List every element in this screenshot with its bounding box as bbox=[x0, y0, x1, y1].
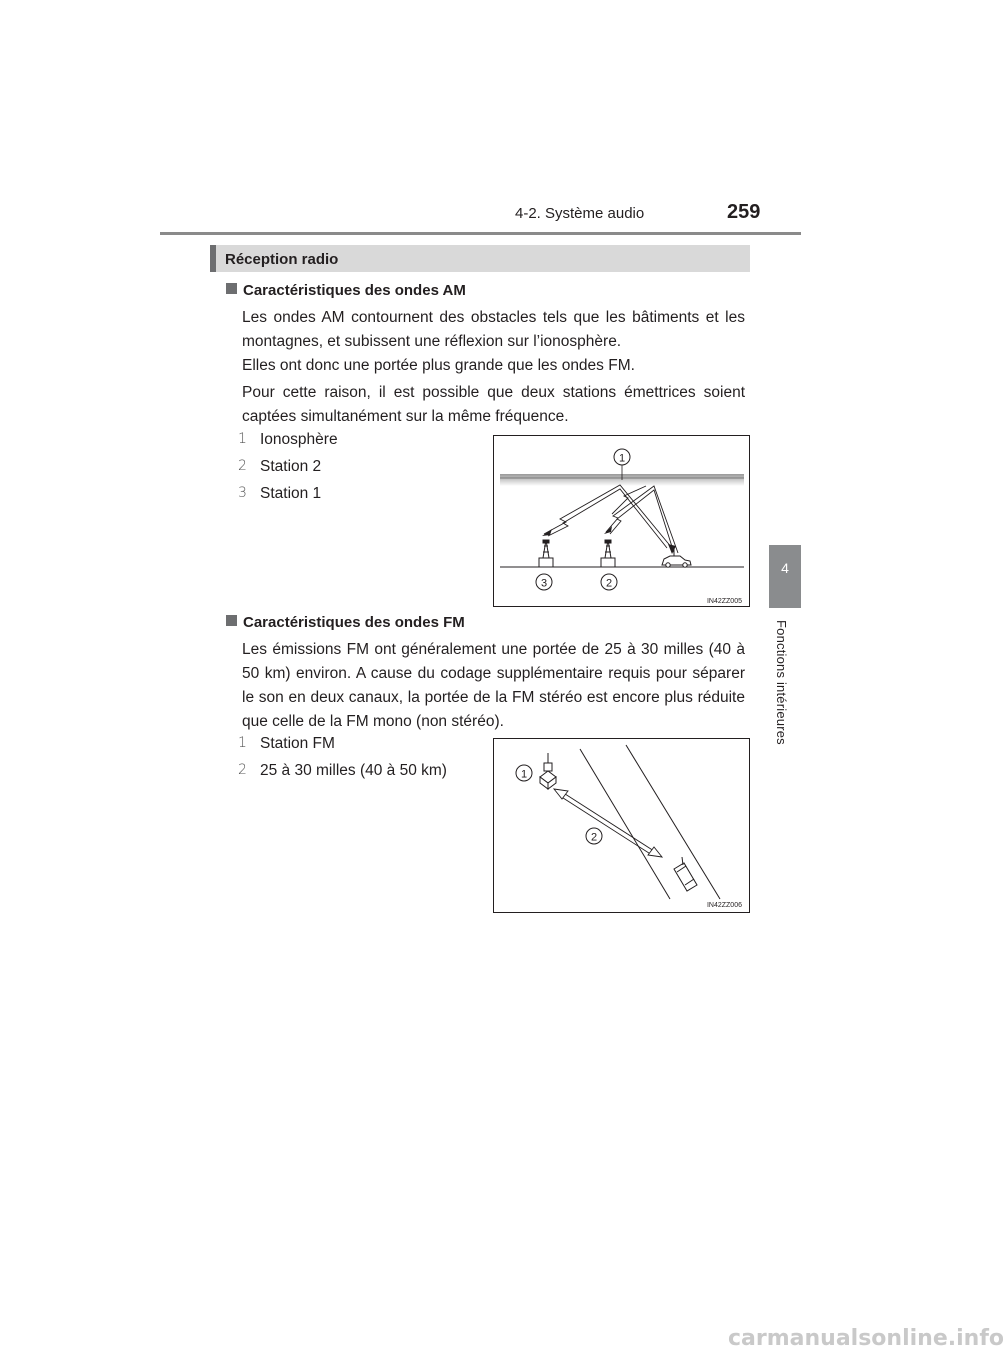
am-paragraph-3: Pour cette raison, il est possible que deux stations émettrices soient captées simultanément sur la même fréquence. bbox=[242, 384, 745, 425]
am-heading-text: Caractéristiques des ondes AM bbox=[243, 282, 466, 299]
callout-2 bbox=[601, 574, 617, 590]
legend-number: 1 bbox=[238, 735, 247, 751]
page-number: 259 bbox=[727, 201, 761, 223]
square-bullet-icon bbox=[226, 615, 237, 626]
fm-figure bbox=[493, 738, 750, 913]
svg-text:1: 1 bbox=[520, 768, 528, 781]
callout-3 bbox=[536, 574, 552, 590]
road-edge-right bbox=[626, 745, 720, 899]
am-figure-code: IN42ZZ005 bbox=[706, 598, 742, 605]
legend-text: Station 1 bbox=[260, 485, 322, 502]
fm-heading-text: Caractéristiques des ondes FM bbox=[243, 614, 465, 631]
svg-text:1: 1 bbox=[618, 452, 626, 465]
tower-station-2-icon bbox=[601, 540, 615, 567]
fm-subheading bbox=[226, 614, 465, 631]
arrowhead bbox=[554, 789, 568, 799]
legend-number: 2 bbox=[238, 458, 247, 474]
am-paragraph-2: Elles ont donc une portée plus grande que les ondes FM. bbox=[242, 357, 635, 374]
legend-number: 3 bbox=[238, 485, 247, 501]
am-subheading bbox=[226, 282, 466, 299]
fm-diagram bbox=[494, 739, 749, 912]
arrowhead bbox=[668, 544, 676, 554]
square-bullet-icon bbox=[226, 283, 237, 294]
svg-text:2: 2 bbox=[605, 577, 613, 590]
legend-number: 1 bbox=[238, 431, 247, 447]
header-section-title: 4-2. Système audio bbox=[515, 205, 645, 222]
road-edge-left bbox=[580, 749, 670, 899]
legend-text: Station FM bbox=[260, 735, 335, 752]
am-figure bbox=[493, 435, 750, 607]
range-arrow bbox=[560, 792, 654, 855]
fm-figure-code: IN42ZZ006 bbox=[706, 902, 742, 909]
fm-tower-icon bbox=[540, 753, 556, 789]
watermark: carmanualsonline.info bbox=[728, 1326, 1004, 1351]
car-icon bbox=[674, 857, 697, 891]
car-icon bbox=[662, 549, 691, 567]
callout-2 bbox=[586, 828, 602, 844]
tower-station-1-icon bbox=[539, 540, 553, 567]
fm-paragraph-1: Les émissions FM ont généralement une portée de 25 à 30 milles (40 à 50 km) environ. A cause du codage supplémentaire requis pour séparer le son en deux canaux, la portée de la FM stéréo est encore plus réduite que celle de la FM mono (non stéréo). bbox=[242, 641, 745, 730]
chapter-tab-label: Fonctions intérieures bbox=[774, 620, 789, 745]
callout-1 bbox=[516, 765, 532, 781]
header-divider bbox=[160, 232, 801, 235]
svg-text:2: 2 bbox=[590, 831, 598, 844]
chapter-tab-number: 4 bbox=[781, 560, 789, 576]
section-title: Réception radio bbox=[225, 251, 339, 268]
legend-text: Station 2 bbox=[260, 458, 322, 475]
legend-text: Ionosphère bbox=[260, 431, 338, 448]
callout-1 bbox=[614, 449, 630, 465]
legend-number: 2 bbox=[238, 762, 247, 778]
svg-text:3: 3 bbox=[540, 577, 548, 590]
am-paragraph-1: Les ondes AM contournent des obstacles tels que les bâtiments et les montagnes, et subissent une réflexion sur l’ionosphère. bbox=[242, 309, 745, 350]
am-diagram bbox=[494, 436, 749, 606]
legend-text: 25 à 30 milles (40 à 50 km) bbox=[260, 762, 447, 779]
chapter-tab bbox=[769, 545, 801, 608]
